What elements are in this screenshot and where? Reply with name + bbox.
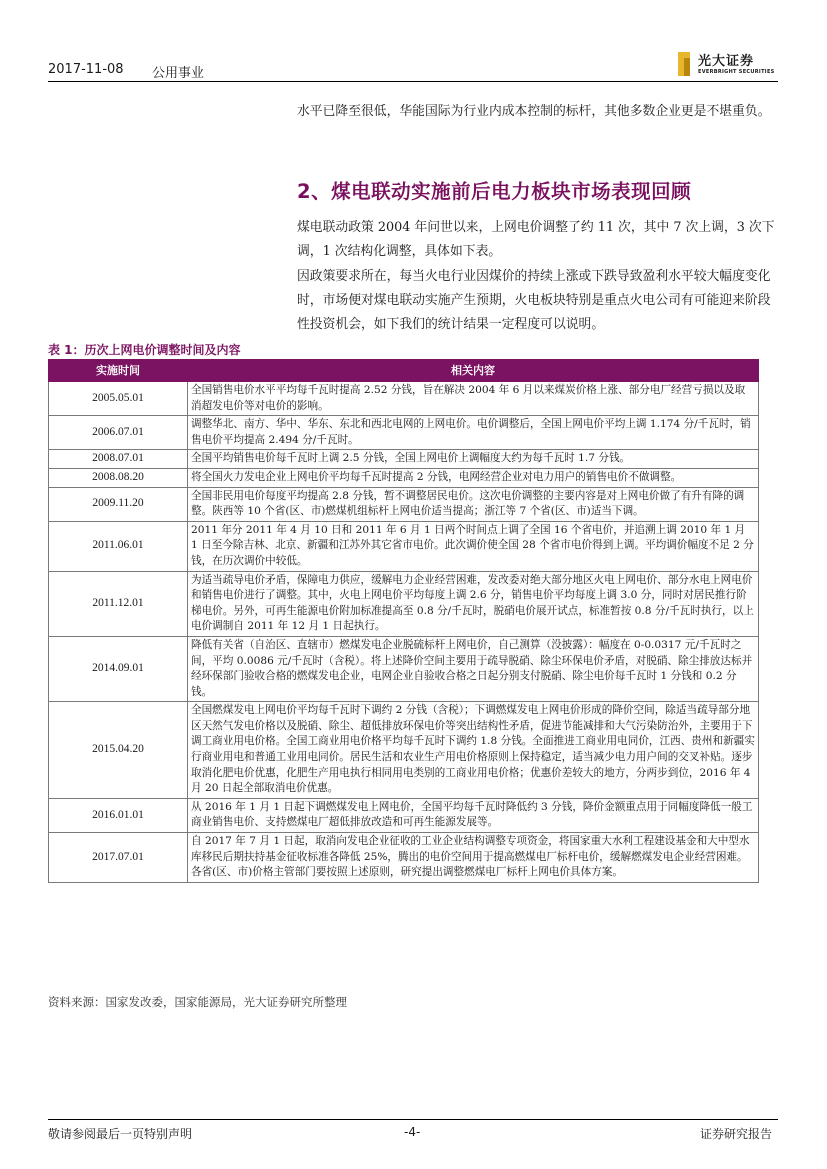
table-row bbox=[49, 521, 759, 571]
table-row bbox=[49, 571, 759, 636]
row-content: 将全国火力发电企业上网电价平均每千瓦时提高 2 分钱，电网经营企业对电力用户的销售电价不做调整。 bbox=[188, 468, 759, 487]
table-row bbox=[49, 450, 759, 469]
table-row bbox=[49, 487, 759, 521]
row-date: 2011.06.01 bbox=[49, 521, 188, 571]
table-row bbox=[49, 636, 759, 701]
table-row bbox=[49, 416, 759, 450]
logo-cn-text: 光大证券 bbox=[698, 54, 755, 69]
row-date: 2015.04.20 bbox=[49, 702, 188, 799]
report-sector: 公用事业 bbox=[152, 66, 205, 81]
table-source: 资料来源：国家发改委，国家能源局，光大证券研究所整理 bbox=[48, 995, 347, 1009]
row-date: 2006.07.01 bbox=[49, 416, 188, 450]
company-logo bbox=[678, 50, 788, 80]
row-content: 全国平均销售电价每千瓦时上调 2.5 分钱，全国上网电价上调幅度大约为每千瓦时 1.7 分钱。 bbox=[188, 450, 759, 469]
footer-divider bbox=[48, 1119, 778, 1120]
row-content: 降低有关省（自治区、直辖市）燃煤发电企业脱硫标杆上网电价，自己测算（没披露）：幅度在 0-0.0317 元/千瓦时之间，平均 0.0086 元/千瓦时（含税）。将上述降价空间主要用于疏导脱硝、除尘环保电价矛盾，对脱硝、除尘排放达标并经环保部门验收合格的燃煤发电企业，电网企业自验收合格之日起分别支付脱硝、除尘电价每千瓦时 1 分钱和 0.2 分钱。 bbox=[188, 636, 759, 701]
paragraph-2: 煤电联动政策 2004 年问世以来，上网电价调整了约 11 次，其中 7 次上调，3 次下调，1 次结构化调整，具体如下表。 bbox=[297, 220, 775, 259]
price-adjustment-table bbox=[48, 359, 759, 883]
row-date: 2014.09.01 bbox=[49, 636, 188, 701]
table-title: 表 1：历次上网电价调整时间及内容 bbox=[48, 343, 241, 357]
row-date: 2008.07.01 bbox=[49, 450, 188, 469]
row-date: 2008.08.20 bbox=[49, 468, 188, 487]
row-date: 2005.05.01 bbox=[49, 382, 188, 416]
logo-mark-shade bbox=[684, 58, 690, 76]
row-content: 全国销售电价水平平均每千瓦时提高 2.52 分钱，旨在解决 2004 年 6 月以来煤炭价格上涨、部分电厂经营亏损以及取消超发电价等对电价的影响。 bbox=[188, 382, 759, 416]
row-content: 全国非民用电价每度平均提高 2.8 分钱，暂不调整居民电价。这次电价调整的主要内容是对上网电价做了有升有降的调整。陕西等 10 个省(区、市)燃煤机组标杆上网电价适当提高；浙江等 7 个省(区、市)适当下调。 bbox=[188, 487, 759, 521]
row-content: 2011 年分 2011 年 4 月 10 日和 2011 年 6 月 1 日两个时间点上调了全国 16 个省电价，并追溯上调 2010 年 1 月 1 日至今除吉林、北京、新疆和江苏外其它省市电价。此次调价使全国 28 个省市电价得到上调。平均调价幅度不足 2 分钱，在历次调价中较低。 bbox=[188, 521, 759, 571]
row-content: 自 2017 年 7 月 1 日起，取消向发电企业征收的工业企业结构调整专项资金，将国家重大水利工程建设基金和大中型水库移民后期扶持基金征收标准各降低 25%，腾出的电价空间用于提高燃煤电厂标杆电价，缓解燃煤发电企业经营困难。各省(区、市)价格主管部门要按照上述原则，研究提出调整燃煤电厂标杆上网电价具体方案。 bbox=[188, 833, 759, 883]
header-date: 实施时间 bbox=[49, 360, 188, 382]
header-content: 相关内容 bbox=[188, 360, 759, 382]
page-number: -4- bbox=[404, 1125, 421, 1139]
section-title: 2、煤电联动实施前后电力板块市场表现回顾 bbox=[297, 180, 692, 203]
row-content: 调整华北、南方、华中、华东、东北和西北电网的上网电价。电价调整后，全国上网电价平均上调 1.174 分/千瓦时，销售电价平均提高 2.494 分/千瓦时。 bbox=[188, 416, 759, 450]
paragraph-1: 水平已降至很低，华能国际为行业内成本控制的标杆，其他多数企业更是不堪重负。 bbox=[297, 104, 771, 119]
footer-disclaimer: 敬请参阅最后一页特别声明 bbox=[48, 1127, 193, 1141]
report-date: 2017-11-08 bbox=[48, 62, 124, 77]
header-divider bbox=[48, 81, 778, 82]
table-header-row bbox=[49, 360, 759, 382]
table-row bbox=[49, 798, 759, 832]
row-date: 2009.11.20 bbox=[49, 487, 188, 521]
row-date: 2011.12.01 bbox=[49, 571, 188, 636]
row-date: 2016.01.01 bbox=[49, 798, 188, 832]
row-date: 2017.07.01 bbox=[49, 833, 188, 883]
table-row bbox=[49, 468, 759, 487]
row-content: 全国燃煤发电上网电价平均每千瓦时下调约 2 分钱（含税）；下调燃煤发电上网电价形成的降价空间，除适当疏导部分地区天然气发电价格以及脱硝、除尘、超低排放环保电价等突出结构性矛盾，促进节能减排和大气污染防治外，主要用于下调工商业用电价格。全国工商业用电价格平均每千瓦时下调约 1.8 分钱。全面推进工商业用电同价，江西、贵州和新疆实行商业用电和普通工业用电同价。居民生活和农业生产用电价格原则上保持稳定，适当减少电力用户间的交叉补贴。逐步取消化肥电价优惠，化肥生产用电执行相同用电类别的工商业用电价格；优惠价差较大的地方，分两步到位，2016 年 4 月 20 日起全部取消电价优惠。 bbox=[188, 702, 759, 799]
paragraph-3: 因政策要求所在，每当火电行业因煤价的持续上涨或下跌导致盈利水平较大幅度变化时，市场便对煤电联动实施产生预期，火电板块特别是重点火电公司有可能迎来阶段性投资机会，如下我们的统计结果一定程度可以说明。 bbox=[297, 269, 771, 332]
page-header bbox=[48, 58, 778, 82]
logo-en-text: EVERBRIGHT SECURITIES bbox=[698, 69, 775, 75]
footer-report-type: 证券研究报告 bbox=[700, 1127, 773, 1141]
table-row bbox=[49, 833, 759, 883]
table-row bbox=[49, 382, 759, 416]
row-content: 为适当疏导电价矛盾，保障电力供应，缓解电力企业经营困难，发改委对绝大部分地区火电上网电价、部分水电上网电价和销售电价进行了调整。其中，火电上网电价平均每度上调 2.6 分，销售电价平均每度上调 3.0 分，同时对居民推行阶梯电价。另外，可再生能源电价附加标准提高至 0.8 分/千瓦时，脱硝电价展开试点，标准暂按 0.8 分/千瓦时执行，以上电价调制自 2011 年 12 月 1 日起执行。 bbox=[188, 571, 759, 636]
table-row bbox=[49, 702, 759, 799]
row-content: 从 2016 年 1 月 1 日起下调燃煤发电上网电价，全国平均每千瓦时降低约 3 分钱，降价金额重点用于同幅度降低一般工商业销售电价、支持燃煤电厂超低排放改造和可再生能源发展等。 bbox=[188, 798, 759, 832]
